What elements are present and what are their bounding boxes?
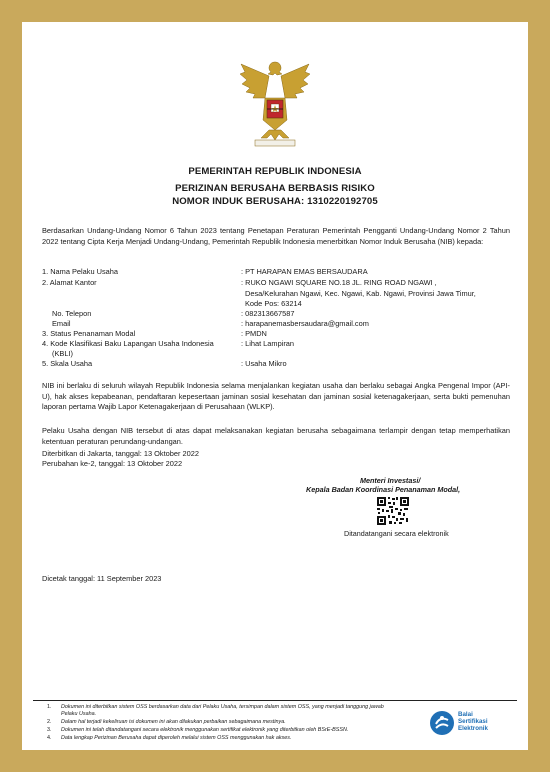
address-label: 2. Alamat Kantor [42, 278, 97, 287]
email-value: : harapanemasbersaudara@gmail.com [241, 319, 369, 328]
capital-status-label: 3. Status Penanaman Modal [42, 329, 136, 338]
capital-status-value: : PMDN [241, 329, 267, 338]
business-scale-value: : Usaha Mikro [241, 359, 287, 368]
footnote-item: 2. Dalam hal terjadi kekeliruan isi dokumen ini akan dilakukan perbaikan sebagaimana mestinya. [47, 719, 286, 725]
email-label: Email [52, 319, 71, 328]
footer-notes [33, 700, 517, 751]
footnote-item: Pelaku Usaha. [61, 711, 97, 717]
signer-title-1: Menteri Investasi/ [360, 476, 421, 485]
issued-date: Diterbitkan di Jakarta, tanggal: 13 Oktober 2022 [42, 449, 199, 458]
license-title: PERIZINAN BERUSAHA BERBASIS RISIKO [175, 183, 375, 194]
footnote-item: 3. Dokumen ini telah ditandatangani secara elektronik menggunakan sertifikat elektronik yang diterbitkan oleh BSrE-BSSN. [47, 727, 349, 733]
bsre-logo-icon [429, 710, 455, 736]
address-line-3: Kode Pos: 63214 [245, 299, 302, 308]
kbli-label: 4. Kode Klasifikasi Baku Lapangan Usaha Indonesia [42, 339, 214, 348]
signer-title-2: Kepala Badan Koordinasi Penanaman Modal, [306, 485, 461, 494]
phone-value: : 082313667587 [241, 309, 295, 318]
phone-label: No. Telepon [52, 309, 92, 318]
footnote-item: 4. Data lengkap Perizinan Berusaha dapat diperoleh melalui sistem OSS menggunakan hak akses. [47, 735, 292, 741]
footnote-item: 1. Dokumen ini diterbitkan sistem OSS berdasarkan data dari Pelaku Usaha, tersimpan dalam sistem OSS, yang menjadi tanggung jawab [47, 704, 384, 710]
bsre-logo-text: Balai Sertifikasi Elektronik [458, 711, 488, 732]
name-label: 1. Nama Pelaku Usaha [42, 267, 118, 276]
permission-paragraph: Pelaku Usaha dengan NIB tersebut di atas dapat melaksanakan kegiatan berusaha sebagaimana terlampir dengan tetap memperhatikan ketentuan peraturan perundang-undangan. [42, 426, 510, 446]
business-scale-label: 5. Skala Usaha [42, 359, 93, 368]
address-line-1: : RUKO NGAWI SQUARE NO.18 JL. RING ROAD NGAWI , [241, 278, 437, 287]
kbli-value: : Lihat Lampiran [241, 339, 294, 348]
government-title: PEMERINTAH REPUBLIK INDONESIA [188, 166, 362, 177]
kbli-label-abbrev: (KBLI) [52, 349, 73, 358]
amendment-date: Perubahan ke-2, tanggal: 13 Oktober 2022 [42, 459, 183, 468]
intro-paragraph: Berdasarkan Undang-Undang Nomor 6 Tahun 2023 tentang Penetapan Peraturan Pemerintah Pengganti Undang-Undang Nomor 2 Tahun 2022 tentang Cipta Kerja Menjadi Undang-Undang, Pemerintah Republik Indonesia menerbitkan Nomor Induk Berusaha (NIB) kepada: [42, 226, 510, 246]
name-value: : PT HARAPAN EMAS BERSAUDARA [241, 267, 368, 276]
nib-number: NOMOR INDUK BERUSAHA: 1310220192705 [172, 196, 378, 207]
qr-code [376, 496, 410, 526]
print-date: Dicetak tanggal: 11 September 2023 [42, 574, 162, 583]
garuda-emblem [239, 58, 311, 148]
address-line-2: Desa/Kelurahan Ngawi, Kec. Ngawi, Kab. Ngawi, Provinsi Jawa Timur, [245, 289, 476, 298]
e-signature-caption: Ditandatangani secara elektronik [344, 529, 449, 538]
validity-paragraph: NIB ini berlaku di seluruh wilayah Republik Indonesia selama menjalankan kegiatan usaha dan berlaku sebagai Angka Pengenal Impor (API-U), hak akses kepabeanan, pendaftaran kepesertaan jaminan sosial kesehatan dan jaminan sosial ketenagakerjaan, serta bukti pemenuhan laporan pertama Wajib Lapor Ketenagakerjaan di Perusahaan (WLKP). [42, 381, 510, 412]
